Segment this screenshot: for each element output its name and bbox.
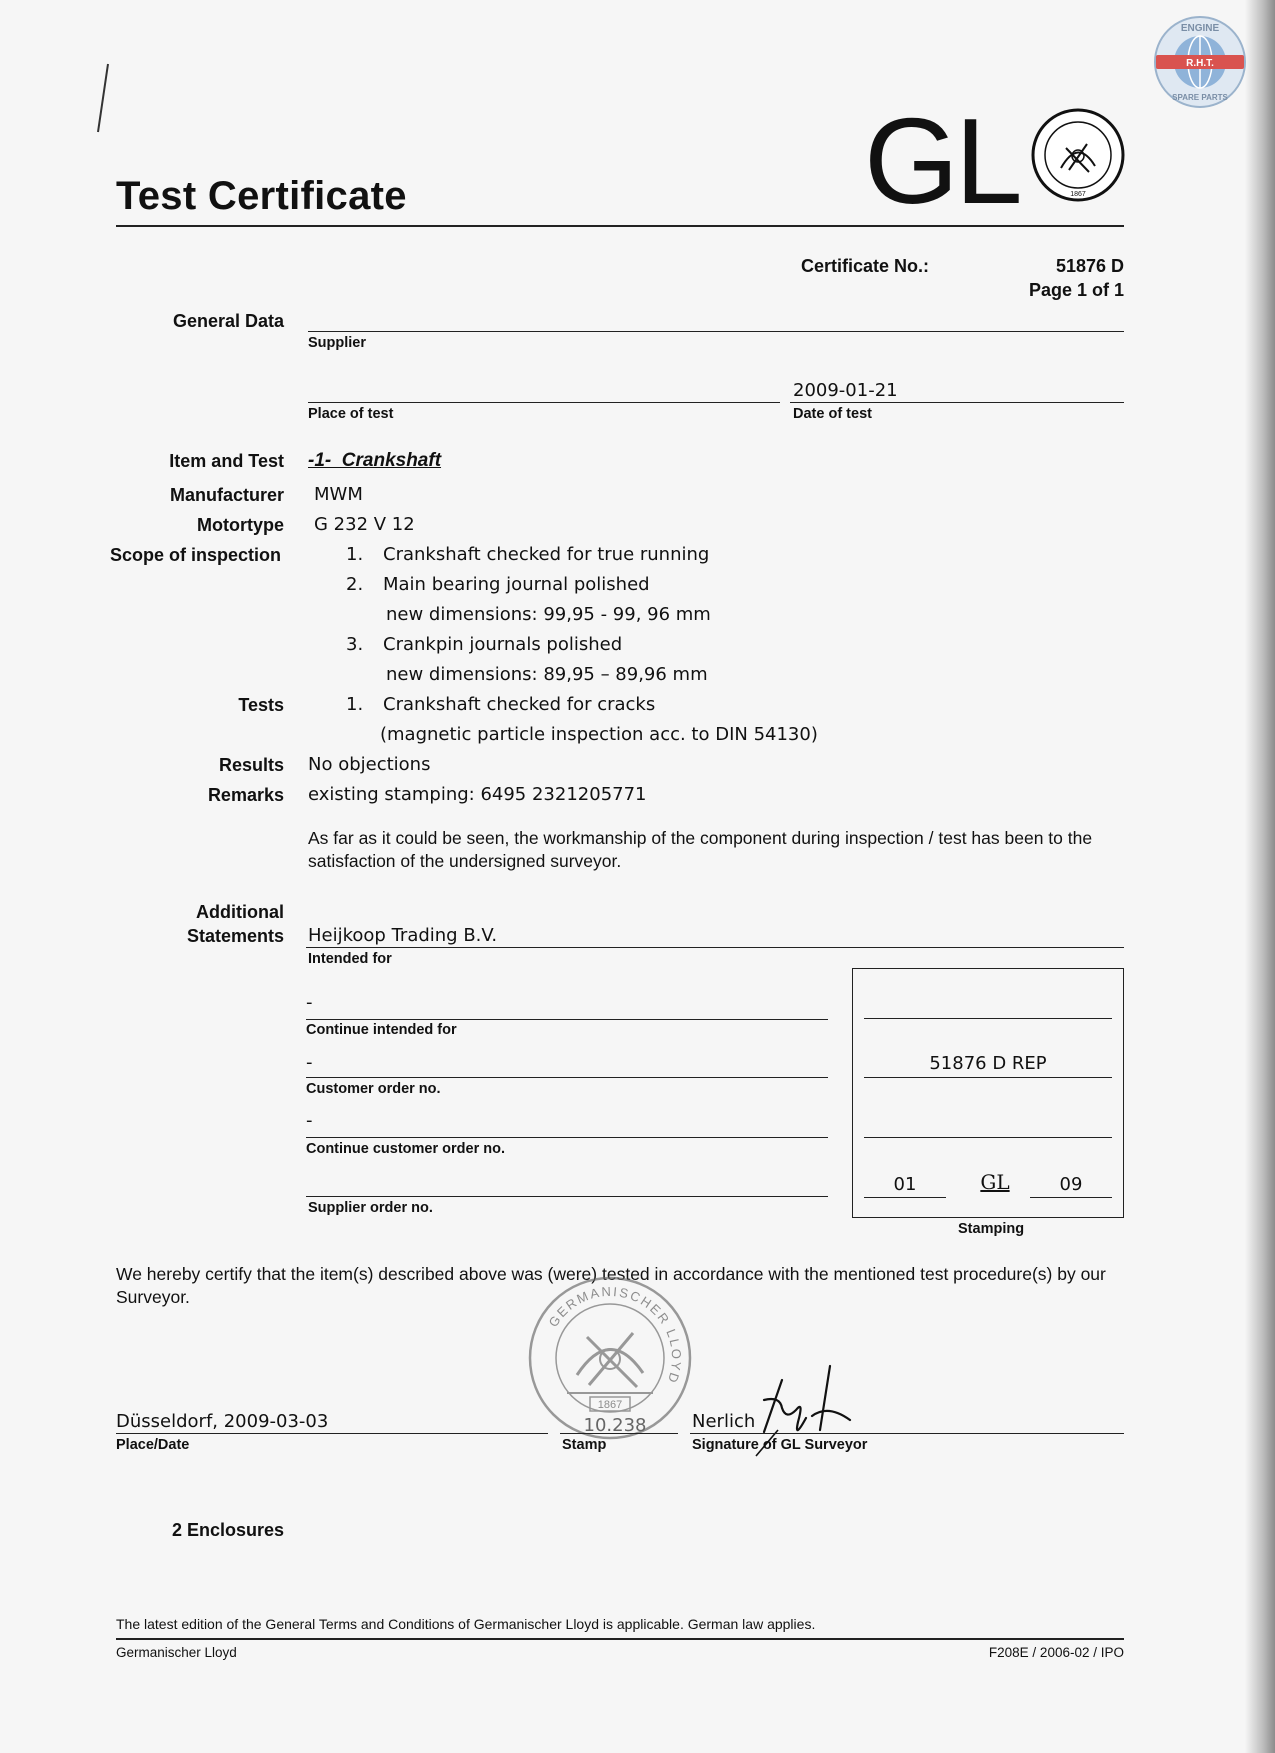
item-and-test-value: -1- Crankshaft: [308, 450, 442, 471]
stamping-line: [1030, 1197, 1112, 1198]
stamping-line: [864, 1077, 1112, 1078]
signature-line: [690, 1433, 1124, 1434]
stamping-gl-mark: GL: [980, 1170, 1010, 1194]
certificate-no-value: 51876 D: [1055, 256, 1124, 276]
stamping-line: [864, 1197, 946, 1198]
scope-item-num: 1.: [346, 544, 364, 565]
badge-middle-text: R.H.T.: [1186, 58, 1214, 69]
footer-left: Germanischer Lloyd: [116, 1645, 237, 1660]
page-title: Test Certificate: [116, 174, 407, 218]
stamp-ring-text: GERMANISCHER LLOYD: [545, 1283, 685, 1387]
footer-rule: [116, 1638, 1124, 1640]
place-of-test-line: [308, 402, 780, 403]
badge-top-text: ENGINE: [1180, 23, 1220, 34]
tests-label: Tests: [238, 695, 284, 715]
continue-customer-label: Continue customer order no.: [306, 1141, 505, 1157]
results-value: No objections: [308, 754, 431, 775]
test-item-sub: (magnetic particle inspection acc. to DIN 54130): [380, 724, 818, 745]
page-count: Page 1 of 1: [1028, 280, 1124, 300]
pen-mark: [94, 60, 114, 140]
customer-order-value: -: [306, 1052, 313, 1073]
scan-edge-shadow: [1245, 0, 1275, 1753]
scope-item-sub: new dimensions: 99,95 - 99, 96 mm: [386, 604, 711, 625]
surveyor-name: Nerlich: [692, 1411, 756, 1432]
badge-bottom-text: SPARE PARTS: [1172, 93, 1228, 102]
stamping-reference: 51876 D REP: [929, 1053, 1047, 1074]
stamp-line: [560, 1433, 678, 1434]
stamping-line: [864, 1137, 1112, 1138]
manufacturer-value: MWM: [314, 484, 363, 505]
statements-label: Statements: [186, 926, 284, 946]
motortype-label: Motortype: [197, 515, 284, 535]
gl-seal-year: 1867: [1070, 191, 1086, 198]
date-of-test-label: Date of test: [793, 406, 872, 422]
gl-logo-letters: GL: [864, 93, 1019, 229]
stamping-right-number: 09: [1059, 1174, 1083, 1195]
customer-order-label: Customer order no.: [306, 1081, 441, 1097]
scope-item-text: Crankshaft checked for true running: [383, 544, 710, 565]
stamping-left-number: 01: [893, 1174, 917, 1195]
place-of-test-label: Place of test: [308, 406, 394, 422]
date-of-test-value: 2009-01-21: [793, 380, 898, 401]
continue-customer-line: [306, 1137, 828, 1138]
supplier-line: [308, 331, 1124, 332]
test-item-text: Crankshaft checked for cracks: [383, 694, 656, 715]
results-label: Results: [218, 755, 284, 775]
certificate-no-label: Certificate No.:: [801, 256, 930, 276]
stamp-number: 10.238: [583, 1415, 647, 1436]
scope-item-num: 2.: [346, 574, 364, 595]
footer-right: F208E / 2006-02 / IPO: [988, 1645, 1124, 1660]
continue-customer-value: -: [306, 1110, 313, 1131]
continue-intended-value: -: [306, 992, 313, 1013]
stamping-line: [864, 1018, 1112, 1019]
continue-intended-line: [306, 1019, 828, 1020]
place-date-label: Place/Date: [116, 1437, 190, 1453]
test-item-num: 1.: [346, 694, 364, 715]
scope-item-text: Main bearing journal polished: [383, 574, 650, 595]
intended-for-value: Heijkoop Trading B.V.: [308, 925, 498, 946]
intended-for-label: Intended for: [308, 951, 392, 967]
remarks-value: existing stamping: 6495 2321205771: [308, 784, 647, 805]
motortype-value: G 232 V 12: [314, 514, 415, 535]
terms-note: The latest edition of the General Terms and Conditions of Germanischer Lloyd is applicable. German law applies.: [116, 1616, 816, 1632]
scope-item-num: 3.: [346, 634, 364, 655]
scope-label: Scope of inspection: [109, 545, 281, 565]
continue-intended-label: Continue intended for: [306, 1022, 457, 1038]
supplier-order-line: [306, 1196, 828, 1197]
rht-badge: [1150, 12, 1250, 112]
remarks-label: Remarks: [207, 785, 284, 805]
stamp-year: 1867: [597, 1399, 623, 1411]
general-data-label: General Data: [172, 311, 284, 331]
place-date-line: [116, 1433, 548, 1434]
scope-item-sub: new dimensions: 89,95 – 89,96 mm: [386, 664, 708, 685]
certification-statement: We hereby certify that the item(s) described above was (were) tested in accordance with the mentioned test procedure(s) by our Surveyor.: [116, 1264, 1106, 1307]
gl-seal-logo: [1031, 108, 1125, 202]
date-of-test-line: [790, 402, 1124, 403]
enclosures: 2 Enclosures: [172, 1520, 285, 1540]
place-date-value: Düsseldorf, 2009-03-03: [116, 1411, 329, 1432]
supplier-order-label: Supplier order no.: [308, 1200, 433, 1216]
stamping-label: Stamping: [958, 1221, 1025, 1237]
supplier-label: Supplier: [308, 335, 367, 351]
signature-label: Signature of GL Surveyor: [692, 1437, 868, 1453]
item-and-test-label: Item and Test: [169, 451, 284, 471]
manufacturer-label: Manufacturer: [169, 485, 284, 505]
intended-for-line: [306, 947, 1124, 948]
workmanship-statement: As far as it could be seen, the workmanship of the component during inspection / test has been to the satisfaction of the undersigned surveyor.: [308, 828, 1093, 871]
scope-item-text: Crankpin journals polished: [383, 634, 623, 655]
customer-order-line: [306, 1077, 828, 1078]
additional-label: Additional: [196, 902, 284, 922]
stamp-label: Stamp: [562, 1437, 607, 1453]
title-rule: [116, 225, 1124, 227]
